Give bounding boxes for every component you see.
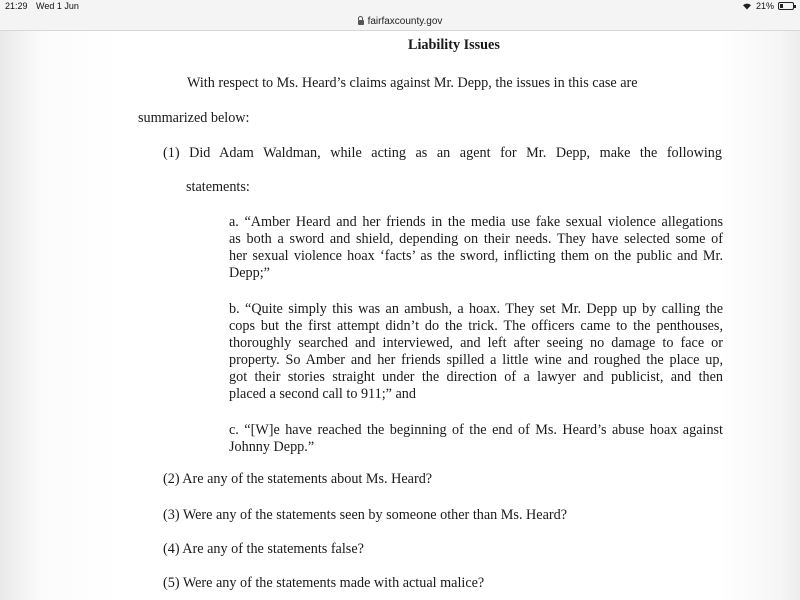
question-4: (4) Are any of the statements false? bbox=[163, 541, 364, 557]
status-left bbox=[5, 1, 85, 11]
item-a-line: her sexual violence hoax ‘facts’ as the sword, inflicting them on the public and Mr. bbox=[229, 248, 723, 264]
item-b-line: cops but the first attempt didn’t do the trick. The officers came to the penthouses, bbox=[229, 318, 723, 334]
question-3: (3) Were any of the statements seen by someone other than Ms. Heard? bbox=[163, 507, 567, 523]
item-c bbox=[229, 422, 723, 456]
battery-fill bbox=[780, 4, 783, 8]
item-c-line: c. “[W]e have reached the beginning of the end of Ms. Heard’s abuse hoax against bbox=[229, 422, 723, 438]
item-a-line: Depp;” bbox=[229, 265, 270, 281]
question-2: (2) Are any of the statements about Ms. Heard? bbox=[163, 471, 433, 487]
item-c-line: Johnny Depp.” bbox=[229, 439, 315, 455]
item-b bbox=[229, 301, 723, 403]
item-b-line: got their stories straight under the direction of a lawyer and publicist, and then bbox=[229, 369, 723, 385]
document-page bbox=[0, 31, 800, 600]
item-a-line: a. “Amber Heard and her friends in the media use fake sexual violence allegations bbox=[229, 214, 723, 230]
question-1-line-2: statements: bbox=[186, 179, 250, 195]
item-b-line: thoroughly searched and interviewed, and left after seeing no damage to face or bbox=[229, 335, 723, 351]
item-b-line: b. “Quite simply this was an ambush, a hoax. They set Mr. Depp up by calling the bbox=[229, 301, 723, 317]
status-bar bbox=[0, 0, 800, 13]
item-b-line: placed a second call to 911;” and bbox=[229, 386, 416, 402]
intro-line-1: With respect to Ms. Heard’s claims against Mr. Depp, the issues in this case are bbox=[187, 75, 638, 91]
lock-icon bbox=[358, 20, 364, 25]
battery-icon bbox=[778, 2, 794, 10]
item-a bbox=[229, 214, 723, 282]
page-title: Liability Issues bbox=[408, 37, 500, 53]
item-b-line: property. So Amber and her friends spilled a little wine and roughed the place up, bbox=[229, 352, 723, 368]
question-5: (5) Were any of the statements made with actual malice? bbox=[163, 575, 485, 591]
status-date: Wed 1 Jun bbox=[36, 1, 79, 11]
status-time: 21:29 bbox=[5, 1, 28, 11]
item-a-line: as both a sword and shield, depending on their needs. They have selected some of bbox=[229, 231, 723, 247]
address-bar[interactable] bbox=[0, 13, 800, 31]
status-right bbox=[742, 1, 794, 11]
question-1-line-1: (1) Did Adam Waldman, while acting as an agent for Mr. Depp, make the following bbox=[163, 145, 722, 161]
intro-line-2: summarized below: bbox=[138, 110, 250, 126]
url-text: fairfaxcounty.gov bbox=[367, 16, 443, 27]
wifi-icon bbox=[742, 2, 752, 10]
battery-percent: 21% bbox=[755, 1, 774, 11]
